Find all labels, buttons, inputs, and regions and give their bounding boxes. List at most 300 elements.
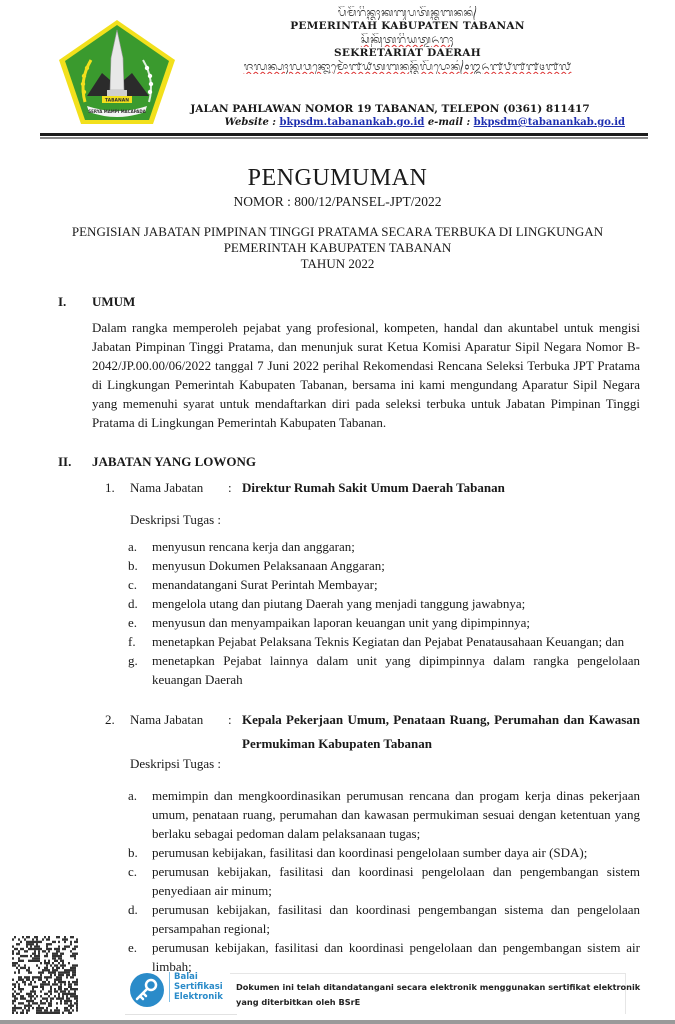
qr-module [74,941,76,943]
qr-module [74,969,76,971]
task-text: menyusun rencana kerja dan anggaran; [152,539,355,554]
qr-module [76,941,78,943]
qr-module [74,955,76,957]
qr-module [72,988,74,990]
qr-module [72,967,74,969]
qr-module [66,1009,68,1011]
qr-module [12,1009,14,1011]
qr-module [58,979,60,981]
qr-module [36,1012,38,1014]
qr-module [68,1012,70,1014]
qr-module [54,990,56,992]
qr-module [12,945,14,947]
qr-module [56,979,58,981]
qr-module [34,976,36,978]
qr-module [64,983,66,985]
qr-module [62,967,64,969]
qr-module [76,1009,78,1011]
qr-module [56,950,58,952]
qr-module [52,955,54,957]
qr-module [58,957,60,959]
qr-module [24,976,26,978]
qr-module [58,950,60,952]
qr-module [50,988,52,990]
task-text: perumusan kebijakan, fasilitasi dan koordinasi pengelolaan dan pengembangan sistem air limbah; [152,940,640,974]
qr-module [14,964,16,966]
qr-module [70,967,72,969]
qr-module [38,979,40,981]
qr-module [26,941,28,943]
qr-module [56,964,58,966]
qr-module [30,990,32,992]
qr-module [28,943,30,945]
subtitle-line-1: PENGISIAN JABATAN PIMPINAN TINGGI PRATAMA SECARA TERBUKA DI LINGKUNGAN [71,224,604,239]
qr-module [50,997,52,999]
qr-module [18,971,20,973]
qr-module [48,971,50,973]
qr-module [12,957,14,959]
qr-module [60,964,62,966]
qr-module [60,1000,62,1002]
qr-module [36,1007,38,1009]
qr-module [24,950,26,952]
qr-module [26,943,28,945]
qr-module [58,941,60,943]
qr-module [60,960,62,962]
qr-module [46,1007,48,1009]
qr-module [32,957,34,959]
qr-module [68,981,70,983]
qr-module [44,962,46,964]
qr-module [62,948,64,950]
qr-module [20,967,22,969]
qr-module [62,990,64,992]
qr-module [64,945,66,947]
qr-module [76,981,78,983]
qr-module [60,1002,62,1004]
qr-module [54,953,56,955]
qr-module [60,997,62,999]
qr-module [74,983,76,985]
qr-module [68,983,70,985]
qr-module [42,938,44,940]
section-umum-paragraph: Dalam rangka memperoleh pejabat yang profesional, kompeten, handal dan akuntabel untuk mengisi Jabatan Pimpinan Tinggi Pratama, dan menunjuk surat Ketua Komisi Aparatur Sipil Negara Nomor B-2042/JP.00.00/06/2022 tanggal 7 Juni 2022 perihal Rekomendasi Rencana Seleksi Terbuka JPT Pratama di Lingkungan Pemerintah Kabupaten Tabanan, bersama ini kami mengundang Aparatur Sipil Negara yang memenuhi syarat untuk mendaftarkan diri pada seleksi terbuka untuk Jabatan Pimpinan Tinggi Pratama di Lingkungan Pemerintah Kabupaten Tabanan. [92,320,640,430]
qr-module [56,1012,58,1014]
qr-module [32,995,34,997]
qr-module [72,976,74,978]
qr-module [52,969,54,971]
section-title: UMUM [92,294,136,309]
qr-module [44,997,46,999]
qr-module [44,981,46,983]
qr-module [74,974,76,976]
email-link[interactable]: bkpsdm@tabanankab.go.id [473,117,625,128]
qr-module [64,964,66,966]
qr-module [22,997,24,999]
qr-module [28,993,30,995]
qr-module [72,1005,74,1007]
qr-module [60,974,62,976]
qr-module [64,969,66,971]
qr-module [28,1005,30,1007]
qr-module [22,981,24,983]
task-marker: c. [128,864,138,879]
qr-module [38,945,40,947]
qr-module [54,941,56,943]
electronic-signature-notice [230,973,641,1014]
qr-module [42,971,44,973]
qr-module [46,969,48,971]
qr-module [66,974,68,976]
qr-module [14,1005,16,1007]
qr-module [66,988,68,990]
qr-module [48,983,50,985]
qr-module [24,981,26,983]
qr-module [72,964,74,966]
bsre-line-2: Sertifikasi [174,982,223,992]
qr-module [60,990,62,992]
qr-module [20,990,22,992]
qr-module [50,971,52,973]
qr-module [22,995,24,997]
letterhead [0,0,675,140]
qr-module [50,948,52,950]
qr-module [66,971,68,973]
qr-module [32,960,34,962]
qr-module [76,979,78,981]
qr-module [34,957,36,959]
qr-module [30,945,32,947]
qr-module [64,936,66,938]
qr-module [14,990,16,992]
qr-module [34,945,36,947]
qr-module [44,1002,46,1004]
qr-module [70,993,72,995]
qr-module [46,1012,48,1014]
qr-module [58,936,60,938]
email-label: e-mail : [427,117,471,128]
qr-module [16,962,18,964]
qr-module [24,997,26,999]
qr-module [58,962,60,964]
qr-module [22,1002,24,1004]
qr-module [20,995,22,997]
task-text: menetapkan Pejabat Pelaksana Teknis Kegiatan dan Pejabat Penatausahaan Keuangan; dan [152,634,625,649]
qr-module [62,1012,64,1014]
qr-module [44,1009,46,1011]
qr-module [20,1012,22,1014]
qr-module [58,988,60,990]
qr-module [40,986,42,988]
qr-module [20,976,22,978]
qr-module [38,955,40,957]
qr-module [36,936,38,938]
task-item [128,594,640,613]
qr-module [34,948,36,950]
qr-module [74,948,76,950]
qr-module [18,986,20,988]
qr-module [34,990,36,992]
qr-module [26,1009,28,1011]
qr-module [12,988,14,990]
qr-module [32,976,34,978]
qr-module [32,1000,34,1002]
qr-module [52,967,54,969]
qr-module [16,967,18,969]
qr-module [46,967,48,969]
qr-module [18,943,20,945]
qr-module [64,1002,66,1004]
qr-module [58,993,60,995]
qr-module [14,995,16,997]
qr-module [50,1000,52,1002]
qr-module [62,953,64,955]
qr-module [68,993,70,995]
qr-module [46,938,48,940]
qr-module [54,1012,56,1014]
qr-module [66,945,68,947]
qr-module [20,997,22,999]
qr-module [54,995,56,997]
qr-module [16,997,18,999]
qr-module [28,941,30,943]
section-number: II. [58,454,72,469]
task-item [128,862,640,900]
qr-module [16,1012,18,1014]
qr-module [48,1002,50,1004]
qr-module [40,941,42,943]
qr-module [74,964,76,966]
qr-module [44,993,46,995]
qr-module [68,971,70,973]
qr-module [64,938,66,940]
qr-module [34,955,36,957]
task-marker: b. [128,558,138,573]
qr-module [44,969,46,971]
task-text: memimpin dan mengkoordinasikan perumusan rencana dan progam kerja dinas pekerjaan umum, penataan ruang, perumahan dan kawasan permukiman sesuai dengan ketentuan yang berlaku sebagai pedoman dalam pelaksanaan tugas; [152,788,640,841]
qr-module [62,995,64,997]
qr-module [38,967,40,969]
qr-module [34,936,36,938]
qr-module [70,1002,72,1004]
qr-module [18,993,20,995]
qr-module [70,943,72,945]
qr-module [26,1012,28,1014]
qr-module [28,960,30,962]
qr-module [18,988,20,990]
task-item [128,786,640,843]
task-text: menyusun Dokumen Pelaksanaan Anggaran; [152,558,385,573]
qr-module [32,1007,34,1009]
qr-module [38,1005,40,1007]
qr-module [54,971,56,973]
job-name: Kepala Pekerjaan Umum, Penataan Ruang, Perumahan dan Kawasan Permukiman Kabupaten Tabanan [242,712,640,751]
qr-module [18,938,20,940]
qr-module [52,962,54,964]
qr-module [18,950,20,952]
qr-module [18,1002,20,1004]
qr-module [48,969,50,971]
qr-module [52,971,54,973]
job-2-row [0,710,675,754]
document-subtitle [0,224,675,272]
qr-module [22,960,24,962]
balinese-script-government: ᬧᭂᬫᭂᬭᬶᬦ᭄ᬢᬄᬓᬩᬸᬧᬢᭂᬦ᭄ᬢᬩᬦᬦ᭄ [337,6,478,19]
qr-module [46,1000,48,1002]
qr-module [22,936,24,938]
qr-module [58,995,60,997]
qr-module [46,964,48,966]
qr-module [46,997,48,999]
qr-module [38,953,40,955]
qr-module [24,967,26,969]
qr-module [70,995,72,997]
qr-module [30,948,32,950]
secretariat-name: SEKRETARIAT DAERAH [334,47,481,59]
qr-module [64,993,66,995]
qr-module [12,962,14,964]
qr-module [28,1000,30,1002]
qr-module [38,957,40,959]
qr-module [50,993,52,995]
qr-module [38,976,40,978]
qr-module [76,1005,78,1007]
qr-module [30,997,32,999]
job-1-description-label: Deskripsi Tugas : [130,512,222,527]
qr-module [72,969,74,971]
qr-module [60,971,62,973]
qr-module [76,945,78,947]
qr-module [68,1000,70,1002]
qr-module [30,1005,32,1007]
qr-module [36,1002,38,1004]
qr-module [68,1005,70,1007]
qr-module [18,969,20,971]
qr-module [30,960,32,962]
qr-module [32,943,34,945]
qr-module [64,941,66,943]
qr-module [18,957,20,959]
qr-module [40,1007,42,1009]
qr-module [44,976,46,978]
qr-module [62,974,64,976]
qr-module [28,995,30,997]
qr-module [14,1000,16,1002]
qr-module [40,976,42,978]
qr-module [60,983,62,985]
qr-module [50,976,52,978]
qr-module [34,950,36,952]
qr-module [46,943,48,945]
qr-module [60,953,62,955]
qr-module [56,1002,58,1004]
qr-module [48,981,50,983]
qr-module [66,1000,68,1002]
qr-module [54,988,56,990]
task-item [128,556,640,575]
qr-module [50,990,52,992]
qr-module [20,960,22,962]
qr-module [50,964,52,966]
qr-module [36,986,38,988]
qr-module [46,993,48,995]
qr-module [76,938,78,940]
website-link[interactable]: bkpsdm.tabanankab.go.id [279,117,425,128]
task-text: mengelola utang dan piutang Daerah yang menjadi tanggung jawabnya; [152,596,526,611]
qr-module [70,941,72,943]
qr-module [24,938,26,940]
qr-module [48,976,50,978]
qr-module [64,981,66,983]
qr-module [30,941,32,943]
qr-module [32,1002,34,1004]
task-marker: b. [128,845,138,860]
qr-module [14,997,16,999]
qr-module [14,1009,16,1011]
qr-module [76,988,78,990]
qr-module [46,953,48,955]
qr-module [70,936,72,938]
qr-module [52,1012,54,1014]
task-item [128,575,640,594]
task-item [128,651,640,689]
qr-module [58,967,60,969]
qr-module [46,1009,48,1011]
document-title: PENGUMUMAN [247,165,428,191]
qr-module [26,979,28,981]
qr-module [72,955,74,957]
qr-module [62,993,64,995]
qr-module [34,1002,36,1004]
qr-module [36,976,38,978]
qr-module [40,974,42,976]
qr-module [74,971,76,973]
qr-module [74,953,76,955]
qr-module [70,969,72,971]
qr-module [76,995,78,997]
qr-module [44,967,46,969]
job-number: 2. [105,712,115,727]
qr-module [14,971,16,973]
bsre-logo [125,968,237,1015]
qr-module [38,948,40,950]
task-text: menetapkan Pejabat lainnya dalam unit yang dipimpinnya dalam rangka pengelolaan keuangan Daerah [152,653,640,687]
qr-module [50,943,52,945]
qr-module [14,936,16,938]
qr-module [24,983,26,985]
task-text: menandatangani Surat Perintah Membayar; [152,577,378,592]
qr-module [26,976,28,978]
qr-module [18,964,20,966]
qr-module [32,941,34,943]
qr-module [74,995,76,997]
qr-module [32,990,34,992]
qr-module [66,1002,68,1004]
qr-module [72,953,74,955]
task-marker: f. [128,634,136,649]
qr-module [40,990,42,992]
qr-module [16,953,18,955]
qr-module [36,1009,38,1011]
qr-module [50,974,52,976]
task-marker: e. [128,615,138,630]
qr-module [74,993,76,995]
qr-module [26,993,28,995]
qr-module [76,983,78,985]
qr-module [42,1012,44,1014]
qr-module [42,981,44,983]
qr-module [18,1007,20,1009]
